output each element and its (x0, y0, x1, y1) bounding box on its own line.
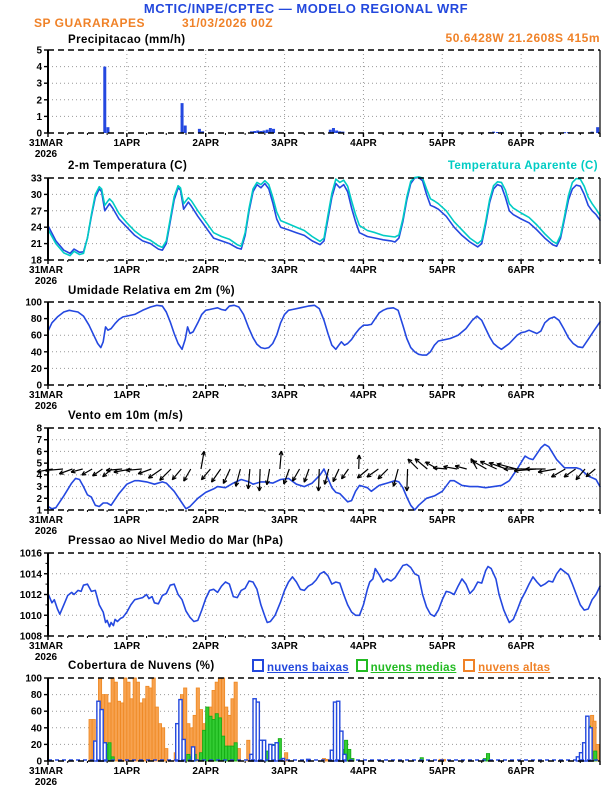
svg-text:2APR: 2APR (192, 390, 220, 401)
svg-text:8: 8 (36, 423, 42, 435)
svg-text:21: 21 (30, 239, 42, 251)
svg-text:100: 100 (25, 673, 42, 685)
svg-text:6APR: 6APR (507, 390, 535, 401)
panel-1-x-axis (29, 133, 600, 160)
svg-text:1APR: 1APR (113, 390, 141, 401)
model-title: MCTIC/INPE/CPTEC — MODELO REGIONAL WRF (143, 1, 469, 16)
svg-text:3APR: 3APR (271, 138, 298, 149)
run-datetime: 31/03/2026 00Z (182, 16, 274, 30)
svg-text:6APR: 6APR (507, 515, 535, 526)
panel-title-precipitation: Precipitacao (mm/h) (68, 34, 186, 46)
svg-text:4APR: 4APR (350, 515, 377, 526)
panel-title-apparent-temperature: Temperatura Aparente (C) (447, 160, 598, 172)
svg-text:6: 6 (36, 446, 42, 458)
panel-5-x-axis (29, 636, 600, 663)
svg-text:20: 20 (30, 739, 42, 751)
svg-text:33: 33 (30, 173, 42, 185)
svg-text:1008: 1008 (19, 631, 42, 643)
svg-text:3APR: 3APR (271, 641, 298, 652)
panel-1-mm/h (29, 46, 600, 161)
svg-text:5: 5 (36, 45, 42, 57)
svg-text:2APR: 2APR (192, 766, 220, 777)
svg-text:1012: 1012 (19, 590, 42, 601)
svg-text:1: 1 (36, 505, 42, 517)
svg-text:100: 100 (25, 297, 42, 309)
panel-2-C (29, 174, 600, 288)
x-axis-year-label: 2026 (34, 777, 58, 788)
svg-text:1APR: 1APR (113, 138, 141, 149)
svg-text:6APR: 6APR (507, 641, 535, 652)
svg-text:1APR: 1APR (113, 265, 141, 276)
svg-text:4: 4 (36, 470, 42, 482)
svg-text:1APR: 1APR (113, 766, 141, 777)
legend-item-mid-clouds: nuvens medias (356, 662, 457, 674)
svg-text:3APR: 3APR (271, 265, 298, 276)
svg-text:5APR: 5APR (428, 265, 456, 276)
svg-text:0: 0 (36, 128, 42, 140)
panel-title-pressure: Pressao ao Nivel Medio do Mar (hPa) (68, 535, 284, 547)
panel-4-m/s (29, 424, 600, 538)
svg-text:31MAR: 31MAR (29, 390, 63, 401)
svg-text:3: 3 (36, 482, 42, 494)
svg-text:24: 24 (30, 222, 42, 234)
x-axis-year-label: 2026 (34, 149, 58, 160)
svg-text:2: 2 (36, 95, 42, 107)
svg-text:4: 4 (36, 62, 42, 74)
svg-text:5: 5 (36, 458, 42, 470)
panel-2-y-axis (31, 174, 48, 267)
svg-text:31MAR: 31MAR (29, 265, 63, 276)
svg-text:31MAR: 31MAR (29, 641, 63, 652)
svg-text:2APR: 2APR (192, 641, 220, 652)
svg-text:4APR: 4APR (350, 390, 377, 401)
svg-text:40: 40 (30, 347, 42, 359)
svg-text:80: 80 (30, 690, 42, 702)
svg-text:27: 27 (30, 206, 42, 218)
station-name: SP GUARARAPES (34, 16, 145, 30)
panel-3-y-axis (25, 298, 48, 392)
svg-text:1010: 1010 (19, 610, 42, 622)
svg-text:4APR: 4APR (350, 138, 377, 149)
svg-text:40: 40 (30, 723, 42, 735)
svg-text:4APR: 4APR (350, 766, 377, 777)
x-axis-year-label: 2026 (34, 652, 58, 663)
svg-text:31MAR: 31MAR (29, 515, 63, 526)
svg-text:80: 80 (30, 314, 42, 326)
panel-4-x-axis (29, 510, 600, 537)
svg-text:6APR: 6APR (507, 265, 535, 276)
panel-1-y-axis (36, 46, 48, 140)
svg-text:31MAR: 31MAR (29, 138, 63, 149)
panel-5-y-axis (20, 549, 48, 643)
panel-6-y-axis (25, 674, 48, 768)
svg-text:5APR: 5APR (428, 390, 456, 401)
svg-text:1016: 1016 (19, 548, 42, 560)
svg-text:2APR: 2APR (192, 138, 220, 149)
svg-text:0: 0 (36, 756, 42, 768)
svg-text:5APR: 5APR (428, 766, 456, 777)
svg-text:1APR: 1APR (113, 641, 141, 652)
panel-title-humidity: Umidade Relativa em 2m (%) (68, 285, 235, 297)
svg-text:3APR: 3APR (271, 390, 298, 401)
svg-text:1: 1 (36, 111, 42, 123)
panel-3-x-axis (29, 385, 600, 412)
svg-text:2: 2 (36, 493, 42, 505)
svg-text:6APR: 6APR (507, 766, 535, 777)
svg-text:2APR: 2APR (192, 515, 220, 526)
svg-text:4APR: 4APR (350, 265, 377, 276)
x-axis-year-label: 2026 (34, 401, 58, 412)
svg-text:6APR: 6APR (507, 138, 535, 149)
panel-5-hPa (20, 549, 600, 664)
station-coordinates: 50.6428W 21.2608S 415m (445, 31, 600, 45)
panel-title-clouds: Cobertura de Nuvens (%) (68, 660, 215, 672)
legend-item-high-clouds: nuvens altas (463, 662, 550, 674)
x-axis-year-label: 2026 (34, 526, 58, 537)
svg-text:3APR: 3APR (271, 766, 298, 777)
panel-3-% (25, 298, 600, 413)
panel-6-% (25, 674, 600, 789)
legend-item-low-clouds: nuvens baixas (252, 662, 349, 674)
svg-text:1APR: 1APR (113, 515, 141, 526)
svg-text:0: 0 (36, 380, 42, 392)
svg-text:60: 60 (30, 706, 42, 718)
svg-text:5APR: 5APR (428, 138, 456, 149)
svg-text:5APR: 5APR (428, 641, 456, 652)
svg-text:4APR: 4APR (350, 641, 377, 652)
panel-6-x-axis (29, 761, 600, 788)
svg-text:20: 20 (30, 363, 42, 375)
svg-text:3APR: 3APR (271, 515, 298, 526)
panel-title-wind: Vento em 10m (m/s) (68, 410, 184, 422)
svg-text:60: 60 (30, 330, 42, 342)
panel-title-temperature: 2-m Temperatura (C) (68, 160, 188, 172)
svg-text:7: 7 (36, 435, 42, 447)
panel-2-x-axis (29, 260, 600, 287)
svg-text:18: 18 (30, 255, 42, 267)
x-axis-year-label: 2026 (34, 276, 58, 287)
svg-text:2APR: 2APR (192, 265, 220, 276)
svg-text:30: 30 (30, 189, 42, 201)
svg-text:3: 3 (36, 78, 42, 90)
svg-text:31MAR: 31MAR (29, 766, 63, 777)
svg-text:1014: 1014 (19, 569, 42, 581)
svg-text:5APR: 5APR (428, 515, 456, 526)
